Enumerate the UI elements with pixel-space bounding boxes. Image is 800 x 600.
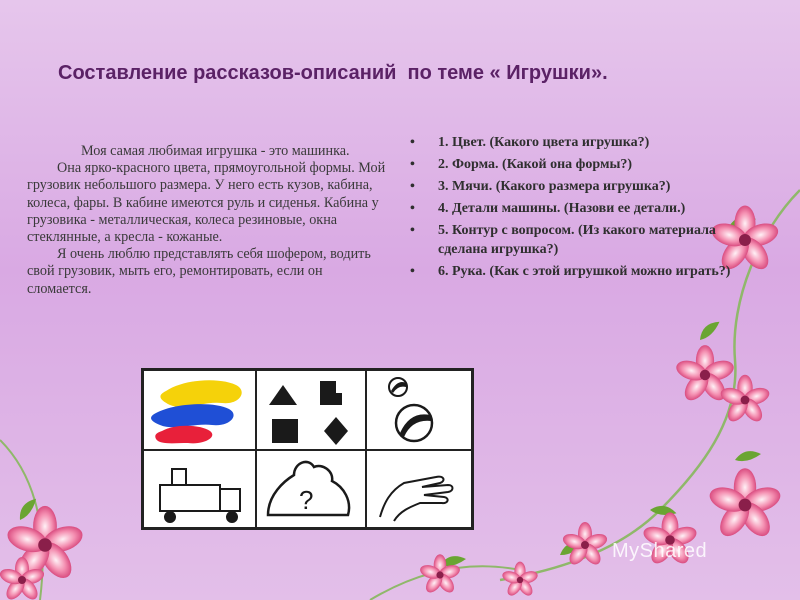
question-contour-icon [268,462,349,515]
story-paragraph: Моя самая любимая игрушка - это машинка. [81,143,350,159]
list-item: • 6. Рука. (Как с этой игрушкой можно играть?) [410,264,731,279]
shapes-icon [269,381,348,445]
mnemonic-grid [141,368,474,530]
list-item: • 1. Цвет. (Какого цвета игрушка?) [410,135,650,150]
hand-icon [380,477,453,521]
question-list [410,133,750,284]
watermark: MyShared [612,540,708,562]
balls-icon [389,378,432,441]
list-item: • 4. Детали машины. (Назови ее детали.) [410,201,686,216]
color-blobs-icon [151,380,242,443]
list-item: • 5. Контур с вопросом. (Из какого материала сделана игрушка?) [410,223,716,257]
flower-icon [561,522,609,568]
list-item: • 3. Мячи. (Какого размера игрушка?) [410,179,671,194]
truck-icon [160,469,240,522]
story-text [27,143,387,298]
flower-icon [707,468,784,541]
list-item: • 2. Форма. (Какой она формы?) [410,157,633,172]
svg-text:?: ? [299,485,314,515]
slide-title: Составление рассказов-описаний по теме « Игрушки». [58,62,608,84]
story-paragraph: Я очень люблю представлять себя шофером, водить свой грузовик, мыть его, ремонтировать, если он сломается. [27,246,371,297]
story-paragraph: Она ярко-красного цвета, прямоугольной формы. Мой грузовик небольшого размера. У него есть кузов, кабина, колеса, фары. В кабине имеются руль и сиденья. Кабина у грузовика - металлическая, колеса резиновые, окна стеклянные, а кресла - кожаные. [27,160,386,246]
